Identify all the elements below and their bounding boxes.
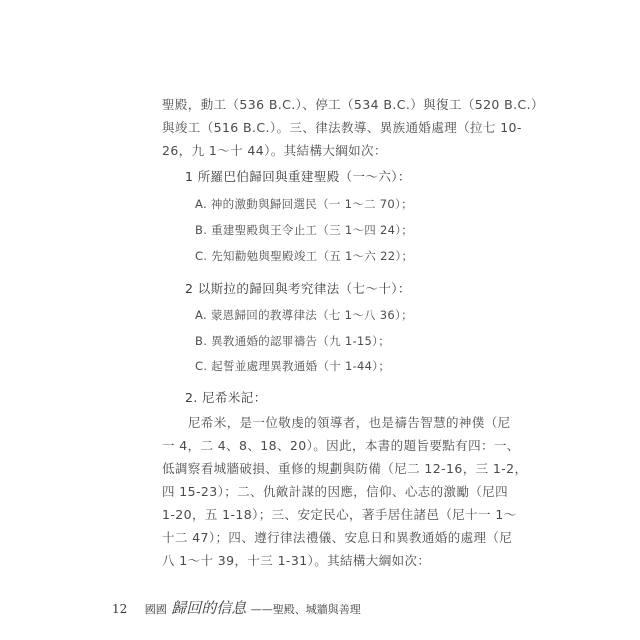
section-line: 一 4，二 4、8、18、20）。因此，本書的題旨要點有四：一、 — [162, 438, 520, 453]
intro-line: 聖殿，動工（536 B.C.）、停工（534 B.C.）與復工（520 B.C.） — [162, 97, 544, 112]
intro-line: 與竣工（516 B.C.）。三、律法教導、異族通婚處理（拉七 10- — [162, 120, 522, 135]
section-paragraph — [162, 413, 528, 570]
book-subtitle: ——聖殿、城牆與善理 — [250, 603, 361, 616]
section-line: 低調察看城牆破損、重修的規劃與防備（尼二 12-16，三 1-2， — [162, 461, 528, 476]
outline-item: B. 異教通婚的認罪禱告（九 1-15）； — [195, 334, 391, 348]
section-line: 尼希米，是一位敬虔的領導者，也是禱告智慧的神僕（尼 — [188, 415, 511, 430]
section-line: 八 1～十 39，十三 1-31）。其結構大綱如次： — [162, 553, 431, 568]
outline-heading-1: 1 所羅巴伯歸回與重建聖殿（一～六）： — [185, 169, 411, 184]
series-name: 國國 — [144, 603, 167, 616]
outline-item: C. 先知勸勉與聖殿竣工（五 1～六 22）； — [195, 249, 414, 263]
section-line: 四 15-23）；二、仇敵計謀的因應，信仰、心志的激勵（尼四 — [162, 484, 509, 499]
intro-line: 26，九 1～十 44）。其結構大綱如次： — [162, 143, 387, 158]
section-line: 十二 47）；四、遵行律法禮儀、安息日和異教通婚的處理（尼 — [162, 530, 513, 545]
page-number: 12 — [112, 602, 128, 616]
page-footer — [112, 597, 361, 618]
outline-item: A. 神的激動與歸回選民（一 1～二 70）； — [195, 197, 413, 211]
intro-paragraph — [162, 95, 544, 160]
outline-item: A. 蒙恩歸回的教導律法（七 1～八 36）； — [195, 308, 413, 322]
outline-item: B. 重建聖殿與王令止工（三 1～四 24）； — [195, 223, 414, 237]
section-heading: 2. 尼希米記： — [185, 390, 267, 405]
outline-heading-2: 2 以斯拉的歸回與考究律法（七～十）： — [185, 281, 411, 296]
outline-item: C. 起誓並處理異教通婚（十 1-44）； — [195, 359, 391, 373]
book-title-art: 歸回的信息 — [171, 599, 247, 617]
section-line: 1-20，五 1-18）；三、安定民心，著手居住諸邑（尼十一 1～ — [162, 507, 517, 522]
